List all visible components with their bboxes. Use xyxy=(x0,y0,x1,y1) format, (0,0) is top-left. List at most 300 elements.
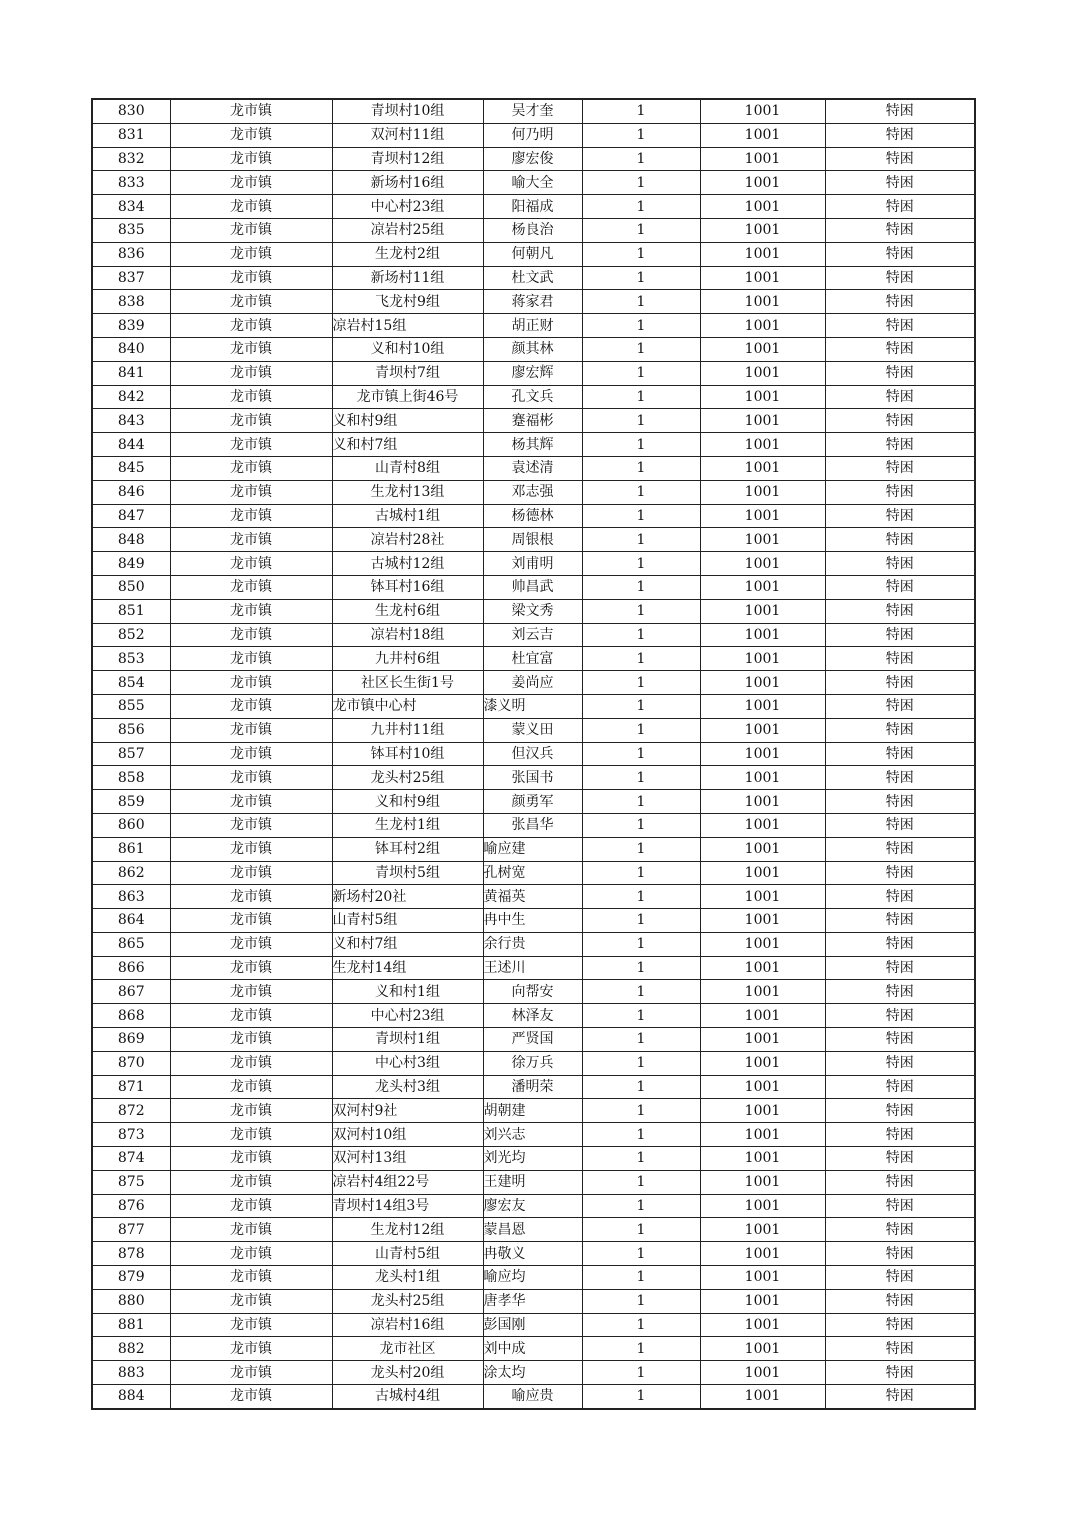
cell-household-count: 1 xyxy=(582,409,700,433)
cell-serial-number: 840 xyxy=(92,337,170,361)
cell-serial-number: 852 xyxy=(92,623,170,647)
cell-amount: 1001 xyxy=(700,99,825,123)
cell-address: 青坝村12组 xyxy=(332,147,483,171)
table-row xyxy=(92,290,975,314)
cell-amount: 1001 xyxy=(700,1361,825,1385)
cell-address: 飞龙村9组 xyxy=(332,290,483,314)
cell-person-name: 姜尚应 xyxy=(483,671,582,695)
cell-serial-number: 851 xyxy=(92,599,170,623)
cell-town: 龙市镇 xyxy=(170,218,332,242)
cell-amount: 1001 xyxy=(700,1242,825,1266)
table-row xyxy=(92,718,975,742)
table-body xyxy=(92,99,975,1409)
cell-household-count: 1 xyxy=(582,433,700,457)
cell-address: 义和村10组 xyxy=(332,337,483,361)
cell-amount: 1001 xyxy=(700,480,825,504)
cell-serial-number: 866 xyxy=(92,956,170,980)
cell-town: 龙市镇 xyxy=(170,671,332,695)
cell-assistance-type: 特困 xyxy=(825,1075,975,1099)
cell-assistance-type: 特困 xyxy=(825,1147,975,1171)
cell-person-name: 冉中生 xyxy=(483,909,582,933)
cell-household-count: 1 xyxy=(582,361,700,385)
cell-assistance-type: 特困 xyxy=(825,337,975,361)
cell-amount: 1001 xyxy=(700,790,825,814)
cell-assistance-type: 特困 xyxy=(825,599,975,623)
cell-assistance-type: 特困 xyxy=(825,718,975,742)
cell-serial-number: 862 xyxy=(92,861,170,885)
cell-serial-number: 871 xyxy=(92,1075,170,1099)
cell-household-count: 1 xyxy=(582,1028,700,1052)
cell-household-count: 1 xyxy=(582,1266,700,1290)
cell-serial-number: 842 xyxy=(92,385,170,409)
cell-address: 凉岩村25组 xyxy=(332,218,483,242)
cell-address: 龙头村25组 xyxy=(332,1289,483,1313)
cell-town: 龙市镇 xyxy=(170,337,332,361)
cell-person-name: 林泽友 xyxy=(483,1004,582,1028)
cell-serial-number: 844 xyxy=(92,433,170,457)
cell-household-count: 1 xyxy=(582,1337,700,1361)
cell-amount: 1001 xyxy=(700,742,825,766)
cell-person-name: 吴才奎 xyxy=(483,99,582,123)
cell-town: 龙市镇 xyxy=(170,813,332,837)
cell-address: 青坝村5组 xyxy=(332,861,483,885)
table-row xyxy=(92,1266,975,1290)
cell-town: 龙市镇 xyxy=(170,766,332,790)
cell-household-count: 1 xyxy=(582,623,700,647)
cell-serial-number: 847 xyxy=(92,504,170,528)
cell-amount: 1001 xyxy=(700,623,825,647)
cell-serial-number: 831 xyxy=(92,123,170,147)
cell-assistance-type: 特困 xyxy=(825,504,975,528)
cell-town: 龙市镇 xyxy=(170,1099,332,1123)
cell-serial-number: 841 xyxy=(92,361,170,385)
cell-serial-number: 879 xyxy=(92,1266,170,1290)
cell-town: 龙市镇 xyxy=(170,361,332,385)
cell-household-count: 1 xyxy=(582,195,700,219)
cell-person-name: 徐万兵 xyxy=(483,1051,582,1075)
cell-town: 龙市镇 xyxy=(170,1289,332,1313)
cell-address: 山青村5组 xyxy=(332,1242,483,1266)
table-row xyxy=(92,1170,975,1194)
cell-serial-number: 874 xyxy=(92,1147,170,1171)
cell-amount: 1001 xyxy=(700,575,825,599)
table-row xyxy=(92,99,975,123)
cell-address: 生龙村1组 xyxy=(332,813,483,837)
cell-town: 龙市镇 xyxy=(170,528,332,552)
cell-person-name: 颜其林 xyxy=(483,337,582,361)
cell-address: 凉岩村15组 xyxy=(332,314,483,338)
cell-household-count: 1 xyxy=(582,575,700,599)
cell-address: 生龙村6组 xyxy=(332,599,483,623)
cell-amount: 1001 xyxy=(700,1123,825,1147)
cell-person-name: 漆义明 xyxy=(483,694,582,718)
cell-amount: 1001 xyxy=(700,909,825,933)
cell-amount: 1001 xyxy=(700,1028,825,1052)
cell-town: 龙市镇 xyxy=(170,885,332,909)
table-row xyxy=(92,647,975,671)
cell-assistance-type: 特困 xyxy=(825,1051,975,1075)
table-row xyxy=(92,456,975,480)
cell-amount: 1001 xyxy=(700,1218,825,1242)
cell-serial-number: 859 xyxy=(92,790,170,814)
cell-amount: 1001 xyxy=(700,1313,825,1337)
cell-amount: 1001 xyxy=(700,1266,825,1290)
cell-household-count: 1 xyxy=(582,647,700,671)
cell-person-name: 涂太均 xyxy=(483,1361,582,1385)
cell-town: 龙市镇 xyxy=(170,242,332,266)
cell-town: 龙市镇 xyxy=(170,575,332,599)
cell-amount: 1001 xyxy=(700,1075,825,1099)
cell-address: 双河村11组 xyxy=(332,123,483,147)
cell-person-name: 梁文秀 xyxy=(483,599,582,623)
cell-person-name: 廖宏辉 xyxy=(483,361,582,385)
cell-assistance-type: 特困 xyxy=(825,861,975,885)
cell-town: 龙市镇 xyxy=(170,790,332,814)
cell-town: 龙市镇 xyxy=(170,599,332,623)
cell-amount: 1001 xyxy=(700,552,825,576)
cell-assistance-type: 特困 xyxy=(825,790,975,814)
cell-address: 义和村7组 xyxy=(332,932,483,956)
table-row xyxy=(92,1337,975,1361)
cell-person-name: 喻应贵 xyxy=(483,1385,582,1409)
cell-serial-number: 868 xyxy=(92,1004,170,1028)
cell-amount: 1001 xyxy=(700,123,825,147)
cell-address: 新场村11组 xyxy=(332,266,483,290)
table-row xyxy=(92,218,975,242)
cell-address: 青坝村7组 xyxy=(332,361,483,385)
cell-household-count: 1 xyxy=(582,552,700,576)
cell-amount: 1001 xyxy=(700,956,825,980)
cell-address: 中心村23组 xyxy=(332,195,483,219)
cell-assistance-type: 特困 xyxy=(825,837,975,861)
cell-address: 义和村9组 xyxy=(332,790,483,814)
cell-household-count: 1 xyxy=(582,528,700,552)
cell-household-count: 1 xyxy=(582,1385,700,1409)
cell-household-count: 1 xyxy=(582,1194,700,1218)
table-row xyxy=(92,766,975,790)
cell-person-name: 何乃明 xyxy=(483,123,582,147)
cell-amount: 1001 xyxy=(700,671,825,695)
cell-serial-number: 833 xyxy=(92,171,170,195)
cell-serial-number: 881 xyxy=(92,1313,170,1337)
cell-household-count: 1 xyxy=(582,171,700,195)
cell-address: 中心村3组 xyxy=(332,1051,483,1075)
cell-serial-number: 877 xyxy=(92,1218,170,1242)
cell-town: 龙市镇 xyxy=(170,266,332,290)
cell-assistance-type: 特困 xyxy=(825,218,975,242)
cell-household-count: 1 xyxy=(582,956,700,980)
cell-person-name: 喻大全 xyxy=(483,171,582,195)
cell-household-count: 1 xyxy=(582,1289,700,1313)
cell-amount: 1001 xyxy=(700,837,825,861)
cell-household-count: 1 xyxy=(582,1051,700,1075)
cell-address: 龙头村1组 xyxy=(332,1266,483,1290)
cell-person-name: 张国书 xyxy=(483,766,582,790)
cell-serial-number: 832 xyxy=(92,147,170,171)
table-row xyxy=(92,932,975,956)
cell-town: 龙市镇 xyxy=(170,1004,332,1028)
cell-person-name: 但汉兵 xyxy=(483,742,582,766)
cell-town: 龙市镇 xyxy=(170,1337,332,1361)
table-row xyxy=(92,1123,975,1147)
cell-town: 龙市镇 xyxy=(170,837,332,861)
table-row xyxy=(92,195,975,219)
cell-person-name: 孔文兵 xyxy=(483,385,582,409)
cell-amount: 1001 xyxy=(700,1337,825,1361)
cell-town: 龙市镇 xyxy=(170,456,332,480)
cell-address: 双河村13组 xyxy=(332,1147,483,1171)
table-row xyxy=(92,1361,975,1385)
table-row xyxy=(92,1004,975,1028)
cell-person-name: 彭国刚 xyxy=(483,1313,582,1337)
cell-serial-number: 858 xyxy=(92,766,170,790)
cell-assistance-type: 特困 xyxy=(825,813,975,837)
table-row xyxy=(92,956,975,980)
cell-person-name: 杨德林 xyxy=(483,504,582,528)
cell-address: 凉岩村4组22号 xyxy=(332,1170,483,1194)
cell-town: 龙市镇 xyxy=(170,1051,332,1075)
cell-address: 生龙村12组 xyxy=(332,1218,483,1242)
cell-town: 龙市镇 xyxy=(170,1242,332,1266)
cell-assistance-type: 特困 xyxy=(825,361,975,385)
cell-assistance-type: 特困 xyxy=(825,1028,975,1052)
cell-serial-number: 870 xyxy=(92,1051,170,1075)
cell-person-name: 蒙昌恩 xyxy=(483,1218,582,1242)
cell-household-count: 1 xyxy=(582,1170,700,1194)
cell-serial-number: 834 xyxy=(92,195,170,219)
cell-amount: 1001 xyxy=(700,337,825,361)
cell-amount: 1001 xyxy=(700,290,825,314)
table-row xyxy=(92,813,975,837)
table-row xyxy=(92,1051,975,1075)
cell-serial-number: 882 xyxy=(92,1337,170,1361)
cell-person-name: 廖宏俊 xyxy=(483,147,582,171)
cell-person-name: 蒙义田 xyxy=(483,718,582,742)
cell-household-count: 1 xyxy=(582,837,700,861)
cell-serial-number: 869 xyxy=(92,1028,170,1052)
cell-assistance-type: 特困 xyxy=(825,123,975,147)
cell-serial-number: 865 xyxy=(92,932,170,956)
cell-assistance-type: 特困 xyxy=(825,1242,975,1266)
cell-person-name: 严贤国 xyxy=(483,1028,582,1052)
cell-town: 龙市镇 xyxy=(170,694,332,718)
cell-assistance-type: 特困 xyxy=(825,1218,975,1242)
cell-household-count: 1 xyxy=(582,480,700,504)
cell-amount: 1001 xyxy=(700,171,825,195)
cell-address: 山青村8组 xyxy=(332,456,483,480)
cell-serial-number: 853 xyxy=(92,647,170,671)
cell-serial-number: 848 xyxy=(92,528,170,552)
cell-serial-number: 883 xyxy=(92,1361,170,1385)
cell-amount: 1001 xyxy=(700,1004,825,1028)
cell-person-name: 刘中成 xyxy=(483,1337,582,1361)
cell-household-count: 1 xyxy=(582,456,700,480)
cell-address: 双河村9社 xyxy=(332,1099,483,1123)
table-row xyxy=(92,385,975,409)
cell-town: 龙市镇 xyxy=(170,718,332,742)
table-row xyxy=(92,885,975,909)
cell-town: 龙市镇 xyxy=(170,314,332,338)
cell-address: 钵耳村10组 xyxy=(332,742,483,766)
cell-household-count: 1 xyxy=(582,1313,700,1337)
cell-household-count: 1 xyxy=(582,147,700,171)
cell-amount: 1001 xyxy=(700,599,825,623)
table-row xyxy=(92,552,975,576)
cell-household-count: 1 xyxy=(582,1075,700,1099)
cell-assistance-type: 特困 xyxy=(825,956,975,980)
table-row xyxy=(92,266,975,290)
cell-person-name: 杨其辉 xyxy=(483,433,582,457)
cell-town: 龙市镇 xyxy=(170,433,332,457)
cell-town: 龙市镇 xyxy=(170,1147,332,1171)
table-row xyxy=(92,433,975,457)
cell-person-name: 黄福英 xyxy=(483,885,582,909)
cell-person-name: 阳福成 xyxy=(483,195,582,219)
cell-town: 龙市镇 xyxy=(170,504,332,528)
cell-household-count: 1 xyxy=(582,1147,700,1171)
cell-household-count: 1 xyxy=(582,385,700,409)
cell-amount: 1001 xyxy=(700,647,825,671)
cell-amount: 1001 xyxy=(700,456,825,480)
cell-assistance-type: 特困 xyxy=(825,1194,975,1218)
cell-assistance-type: 特困 xyxy=(825,1004,975,1028)
cell-assistance-type: 特困 xyxy=(825,980,975,1004)
cell-amount: 1001 xyxy=(700,813,825,837)
cell-town: 龙市镇 xyxy=(170,195,332,219)
cell-household-count: 1 xyxy=(582,599,700,623)
cell-household-count: 1 xyxy=(582,242,700,266)
cell-amount: 1001 xyxy=(700,385,825,409)
cell-serial-number: 854 xyxy=(92,671,170,695)
cell-serial-number: 839 xyxy=(92,314,170,338)
cell-assistance-type: 特困 xyxy=(825,409,975,433)
cell-assistance-type: 特困 xyxy=(825,385,975,409)
cell-amount: 1001 xyxy=(700,218,825,242)
cell-assistance-type: 特困 xyxy=(825,147,975,171)
table-row xyxy=(92,909,975,933)
cell-town: 龙市镇 xyxy=(170,1313,332,1337)
cell-person-name: 孔树宽 xyxy=(483,861,582,885)
cell-address: 凉岩村28社 xyxy=(332,528,483,552)
cell-household-count: 1 xyxy=(582,1218,700,1242)
table-row xyxy=(92,147,975,171)
table-row xyxy=(92,1194,975,1218)
table-row xyxy=(92,694,975,718)
cell-person-name: 刘光均 xyxy=(483,1147,582,1171)
cell-assistance-type: 特困 xyxy=(825,195,975,219)
cell-address: 新场村20社 xyxy=(332,885,483,909)
cell-town: 龙市镇 xyxy=(170,647,332,671)
table-row xyxy=(92,480,975,504)
cell-household-count: 1 xyxy=(582,1361,700,1385)
cell-assistance-type: 特困 xyxy=(825,1099,975,1123)
table-row xyxy=(92,1218,975,1242)
cell-address: 钵耳村2组 xyxy=(332,837,483,861)
cell-address: 义和村7组 xyxy=(332,433,483,457)
cell-town: 龙市镇 xyxy=(170,123,332,147)
cell-town: 龙市镇 xyxy=(170,171,332,195)
cell-amount: 1001 xyxy=(700,361,825,385)
cell-amount: 1001 xyxy=(700,433,825,457)
cell-serial-number: 856 xyxy=(92,718,170,742)
cell-household-count: 1 xyxy=(582,932,700,956)
cell-assistance-type: 特困 xyxy=(825,433,975,457)
cell-address: 新场村16组 xyxy=(332,171,483,195)
cell-person-name: 冉敬义 xyxy=(483,1242,582,1266)
cell-amount: 1001 xyxy=(700,885,825,909)
table-row xyxy=(92,171,975,195)
cell-assistance-type: 特困 xyxy=(825,314,975,338)
cell-amount: 1001 xyxy=(700,504,825,528)
cell-address: 钵耳村16组 xyxy=(332,575,483,599)
table-row xyxy=(92,1147,975,1171)
table-row xyxy=(92,528,975,552)
cell-amount: 1001 xyxy=(700,718,825,742)
cell-household-count: 1 xyxy=(582,99,700,123)
cell-person-name: 刘甫明 xyxy=(483,552,582,576)
cell-person-name: 蹇福彬 xyxy=(483,409,582,433)
cell-person-name: 邓志强 xyxy=(483,480,582,504)
table-row xyxy=(92,861,975,885)
cell-address: 青坝村10组 xyxy=(332,99,483,123)
cell-town: 龙市镇 xyxy=(170,909,332,933)
cell-person-name: 刘云吉 xyxy=(483,623,582,647)
cell-person-name: 杜文武 xyxy=(483,266,582,290)
cell-serial-number: 863 xyxy=(92,885,170,909)
table-row xyxy=(92,1242,975,1266)
cell-assistance-type: 特困 xyxy=(825,1361,975,1385)
cell-town: 龙市镇 xyxy=(170,1123,332,1147)
cell-serial-number: 875 xyxy=(92,1170,170,1194)
cell-household-count: 1 xyxy=(582,861,700,885)
cell-serial-number: 836 xyxy=(92,242,170,266)
cell-address: 双河村10组 xyxy=(332,1123,483,1147)
cell-amount: 1001 xyxy=(700,195,825,219)
cell-household-count: 1 xyxy=(582,218,700,242)
cell-address: 龙市镇中心村 xyxy=(332,694,483,718)
cell-assistance-type: 特困 xyxy=(825,1123,975,1147)
cell-assistance-type: 特困 xyxy=(825,1337,975,1361)
cell-address: 凉岩村18组 xyxy=(332,623,483,647)
table-row xyxy=(92,504,975,528)
cell-address: 义和村9组 xyxy=(332,409,483,433)
table-row xyxy=(92,361,975,385)
cell-serial-number: 857 xyxy=(92,742,170,766)
cell-address: 青坝村1组 xyxy=(332,1028,483,1052)
cell-person-name: 王述川 xyxy=(483,956,582,980)
cell-address: 义和村1组 xyxy=(332,980,483,1004)
cell-town: 龙市镇 xyxy=(170,1218,332,1242)
cell-amount: 1001 xyxy=(700,980,825,1004)
cell-address: 生龙村14组 xyxy=(332,956,483,980)
table-row xyxy=(92,1289,975,1313)
table-row xyxy=(92,314,975,338)
cell-assistance-type: 特困 xyxy=(825,1266,975,1290)
cell-assistance-type: 特困 xyxy=(825,99,975,123)
cell-address: 古城村1组 xyxy=(332,504,483,528)
cell-amount: 1001 xyxy=(700,242,825,266)
cell-person-name: 王建明 xyxy=(483,1170,582,1194)
cell-serial-number: 849 xyxy=(92,552,170,576)
cell-household-count: 1 xyxy=(582,790,700,814)
cell-serial-number: 864 xyxy=(92,909,170,933)
cell-assistance-type: 特困 xyxy=(825,456,975,480)
cell-town: 龙市镇 xyxy=(170,1194,332,1218)
relief-roster-table xyxy=(91,98,976,1410)
table-row xyxy=(92,790,975,814)
cell-assistance-type: 特困 xyxy=(825,290,975,314)
table-row xyxy=(92,599,975,623)
